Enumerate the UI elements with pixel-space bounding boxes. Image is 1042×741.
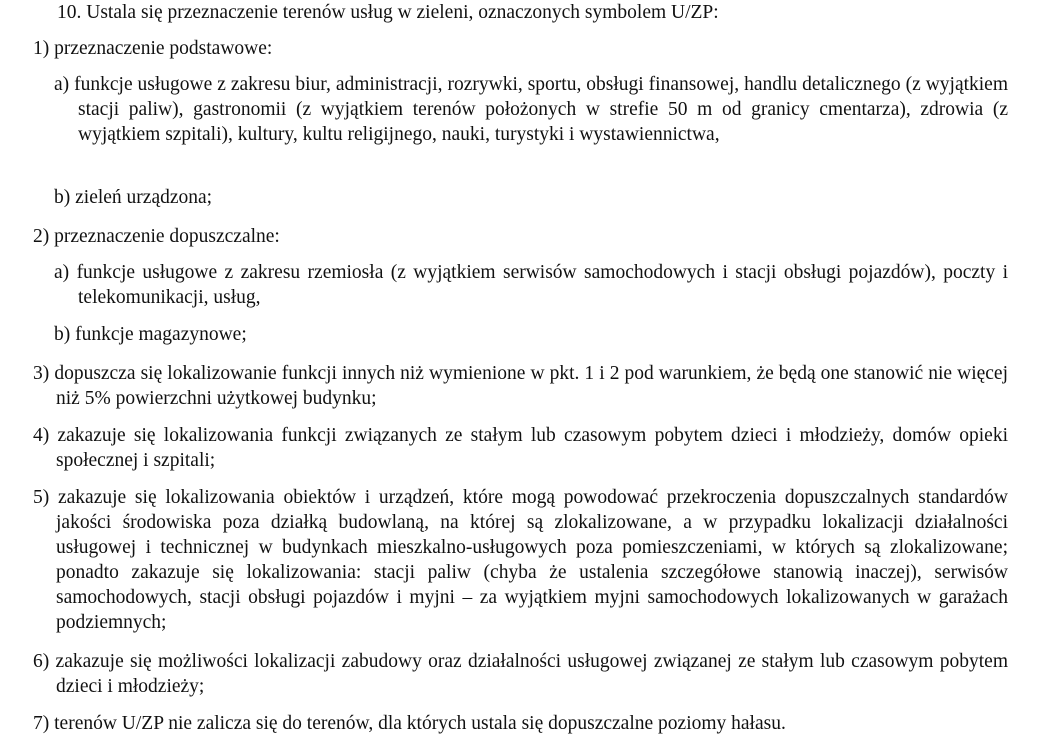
- list-item: [33, 711, 1008, 736]
- list-item: [33, 36, 1008, 61]
- list-item: [33, 649, 1008, 699]
- subitem-number: a): [54, 262, 70, 283]
- subitem-number: b): [54, 187, 71, 208]
- subitem-text: zieleń urządzona;: [75, 187, 213, 208]
- item-text: przeznaczenie dopuszczalne:: [54, 226, 280, 247]
- section-heading: 10. Ustala się przeznaczenie terenów usług w zieleni, oznaczonych symbolem U/ZP:: [57, 2, 719, 23]
- item-number: 2): [33, 226, 50, 247]
- item-text: terenów U/ZP nie zalicza się do terenów, dla których ustala się dopuszczalne poziomy hałasu.: [54, 713, 786, 734]
- sub-list-item: [54, 260, 1008, 310]
- subitem-text: funkcje usługowe z zakresu biur, administracji, rozrywki, sportu, obsługi finansowej, handlu detalicznego (z wyjątkiem stacji paliw), gastronomii (z wyjątkiem terenów położonych w strefie 50 m od granicy cmentarza), zdrowia (z wyjątkiem szpitali), kultury, kultu religijnego, nauki, turystyki i wystawiennictwa,: [74, 74, 1009, 145]
- sub-list-item: [54, 72, 1008, 147]
- list-item: [33, 361, 1008, 411]
- item-number: 1): [33, 38, 50, 59]
- item-number: 6): [33, 651, 50, 672]
- item-text: dopuszcza się lokalizowanie funkcji innych niż wymienione w pkt. 1 i 2 pod warunkiem, że będą one stanowić nie więcej niż 5% powierzchni użytkowej budynku;: [54, 363, 1008, 409]
- subitem-text: funkcje usługowe z zakresu rzemiosła (z wyjątkiem serwisów samochodowych i stacji obsługi pojazdów), poczty i telekomunikacji, usług,: [76, 262, 1009, 308]
- list-item: [33, 485, 1008, 635]
- item-number: 5): [33, 487, 50, 508]
- subitem-text: funkcje magazynowe;: [75, 324, 247, 345]
- subitem-number: a): [54, 74, 70, 95]
- item-number: 3): [33, 363, 50, 384]
- sub-list-item: [54, 322, 1008, 347]
- subitem-number: b): [54, 324, 71, 345]
- item-number: 7): [33, 713, 50, 734]
- item-text: zakazuje się lokalizowania funkcji związanych ze stałym lub czasowym pobytem dzieci i młodzieży, domów opieki społecznej i szpitali;: [56, 425, 1008, 471]
- item-text: przeznaczenie podstawowe:: [54, 38, 273, 59]
- list-item: [33, 224, 1008, 249]
- item-text: zakazuje się lokalizowania obiektów i urządzeń, które mogą powodować przekroczenia dopuszczalnych standardów jakości środowiska poza działką budowlaną, na której są zlokalizowane, a w przypadku lokalizacji działalności usługowej i technicznej w budynkach mieszkalno-usługowych poza pomieszczeniami, w których są zlokalizowane; ponadto zakazuje się lokalizowania: stacji paliw (chyba że ustalenia szczegółowe stanowią inaczej), serwisów samochodowych, stacji obsługi pojazdów i myjni – za wyjątkiem myjni samochodowych lokalizowanych w garażach podziemnych;: [56, 487, 1008, 633]
- list-item: [33, 423, 1008, 473]
- sub-list-item: [54, 185, 1008, 210]
- item-number: 4): [33, 425, 50, 446]
- item-text: zakazuje się możliwości lokalizacji zabudowy oraz działalności usługowej związanej ze stałym lub czasowym pobytem dzieci i młodzieży;: [55, 651, 1008, 697]
